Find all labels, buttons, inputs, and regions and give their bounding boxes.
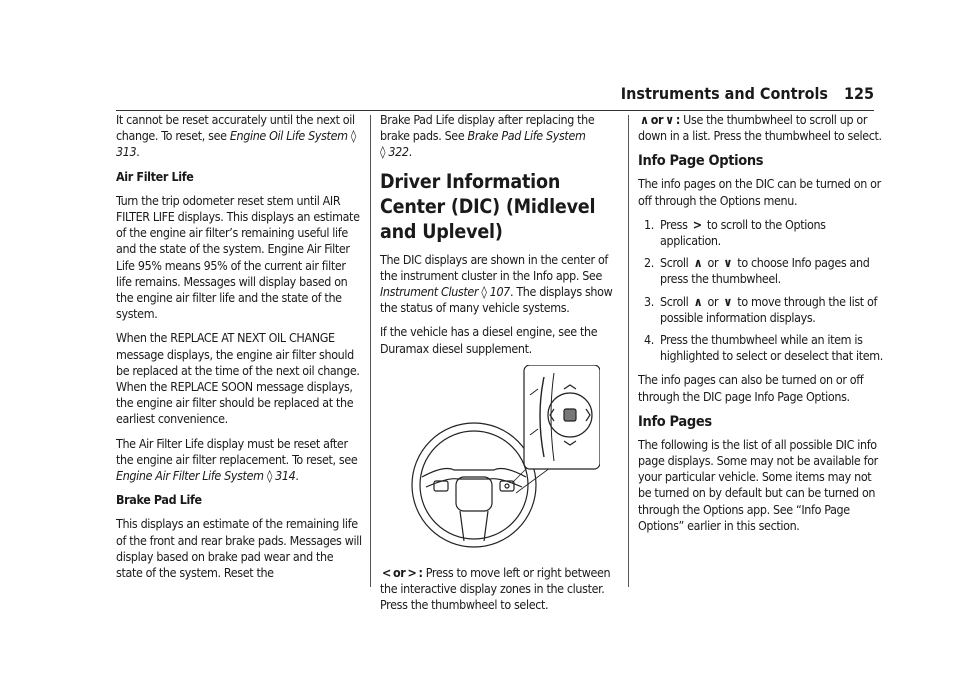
text: or	[393, 565, 406, 581]
section-title: Instruments and Controls	[620, 84, 828, 103]
list-item	[638, 217, 884, 249]
heading-info-page-options: Info Page Options	[638, 153, 764, 170]
paragraph-air-filter: Turn the trip odometer reset stem until AIR FILTER LIFE displays. This displays an estimate of the engine air filter’s remaining useful life and the state of the system. Engine Air Filter Life 95% means 95% of the current air filter life remains. Messages will display based on the engine air filter life and the state of the system.	[116, 192, 360, 322]
heading-air-filter-life: Air Filter Life	[116, 168, 194, 184]
chevron-down-icon: ∨	[723, 255, 733, 271]
text: or	[704, 293, 722, 309]
steering-wheel-illustration	[404, 365, 600, 551]
paragraph-oil-reset	[116, 112, 362, 161]
chevron-left-icon: <	[382, 565, 391, 581]
text: or	[704, 255, 722, 271]
list-item	[638, 255, 884, 287]
link-air-filter-life[interactable]: Engine Air Filter Life System	[116, 468, 264, 484]
link-instrument-cluster[interactable]: Instrument Cluster	[380, 284, 479, 300]
step-number: 2.	[644, 255, 654, 271]
paragraph-brake-pad: This displays an estimate of the remaining life of the front and rear brake pads. Messages will display based on brake pad wear and the state of the system. Reset the	[116, 516, 362, 581]
page-reference-icon: ◊	[266, 468, 272, 484]
paragraph-info-pages-toggle: The info pages can also be turned on or off through the DIC page Info Page Options.	[638, 372, 864, 404]
page-ref[interactable]: 314	[275, 468, 296, 484]
text: to choose Info pages and press the thumbwheel.	[660, 255, 870, 287]
step-number: 4.	[644, 332, 654, 348]
page-reference-icon: ◊	[350, 128, 356, 144]
text: .	[295, 468, 299, 484]
chevron-up-icon: ∧	[693, 293, 703, 309]
text: . The displays show the status of many vehicle systems.	[380, 284, 613, 316]
page-ref[interactable]: 322	[388, 144, 409, 160]
paragraph-info-options: The info pages on the DIC can be turned on or off through the Options menu.	[638, 176, 881, 208]
text: Scroll	[660, 293, 692, 309]
text: Brake Pad Life display after replacing the brake pads. See	[380, 112, 595, 144]
page-reference-icon: ◊	[481, 284, 487, 300]
text: .	[136, 144, 140, 160]
paragraph-dic	[380, 252, 626, 317]
chevron-right-icon: >	[407, 565, 417, 581]
page-reference-icon: ◊	[380, 144, 386, 160]
link-engine-oil-life[interactable]: Engine Oil Life System	[229, 128, 348, 144]
text: :	[675, 112, 680, 127]
page-ref[interactable]: 107	[489, 284, 510, 300]
chevron-down-icon: ∨	[723, 293, 733, 309]
chevron-up-icon: ∧	[693, 255, 703, 271]
text: It cannot be reset accurately until the next oil change. To reset, see	[116, 112, 355, 144]
paragraph-info-pages: The following is the list of all possible DIC info page displays. Some may not be available for your particular vehicle. Some items may not be turned on by default but can be turned on through the Options app. See “Info Page Options” earlier in this section.	[638, 436, 878, 533]
heading-dic: Driver Information Center (DIC) (Midlevel and Uplevel)	[380, 169, 596, 243]
text: Press	[660, 216, 691, 232]
header-rule	[116, 110, 874, 111]
link-brake-pad-life[interactable]: Brake Pad Life System	[467, 128, 586, 144]
step-number: 1.	[644, 216, 654, 232]
heading-brake-pad-life: Brake Pad Life	[116, 492, 202, 508]
paragraph-replace: When the REPLACE AT NEXT OIL CHANGE message displays, the engine air filter should be replaced at the time of the next oil change. When the REPLACE SOON message displays, the engine air filter should be replaced at the earliest convenience.	[116, 330, 360, 427]
step-number: 3.	[644, 293, 654, 309]
text: The DIC displays are shown in the center of the instrument cluster in the Info app. See	[380, 251, 608, 283]
chevron-right-icon: >	[692, 216, 702, 232]
text: or	[650, 112, 664, 127]
column-2	[380, 112, 626, 622]
list-item	[638, 332, 884, 364]
text: Press to move left or right between the interactive display zones in the cluster. Press the thumbwheel to select.	[380, 565, 611, 613]
text: to scroll to the Options application.	[660, 216, 826, 249]
column-3	[638, 112, 884, 542]
chevron-down-icon: ∨	[665, 112, 674, 127]
text: Scroll	[660, 255, 692, 271]
text: The Air Filter Life display must be reset after the engine air filter replacement. To reset, see	[116, 435, 358, 467]
text: :	[418, 565, 423, 581]
column-divider	[628, 115, 629, 587]
page-number: 125	[843, 84, 874, 103]
text: .	[408, 144, 412, 160]
text: to move through the list of possible information displays.	[660, 293, 878, 325]
paragraph-left-right	[380, 565, 626, 614]
paragraph-air-reset	[116, 436, 362, 485]
text: Press the thumbwheel while an item is highlighted to select or deselect that item.	[660, 332, 883, 364]
heading-info-pages: Info Pages	[638, 413, 712, 430]
text: Use the thumbwheel to scroll up or down in a list. Press the thumbwheel to select.	[638, 112, 882, 144]
column-divider	[370, 115, 371, 587]
paragraph-up-down	[638, 112, 884, 144]
page-header	[556, 84, 874, 106]
paragraph-brake-reset	[380, 112, 626, 161]
page-ref[interactable]: 313	[116, 144, 137, 160]
column-1	[116, 112, 362, 589]
steps-list	[638, 217, 884, 365]
list-item	[638, 294, 884, 326]
paragraph-diesel: If the vehicle has a diesel engine, see the Duramax diesel supplement.	[380, 324, 598, 356]
chevron-up-icon: ∧	[640, 112, 649, 127]
